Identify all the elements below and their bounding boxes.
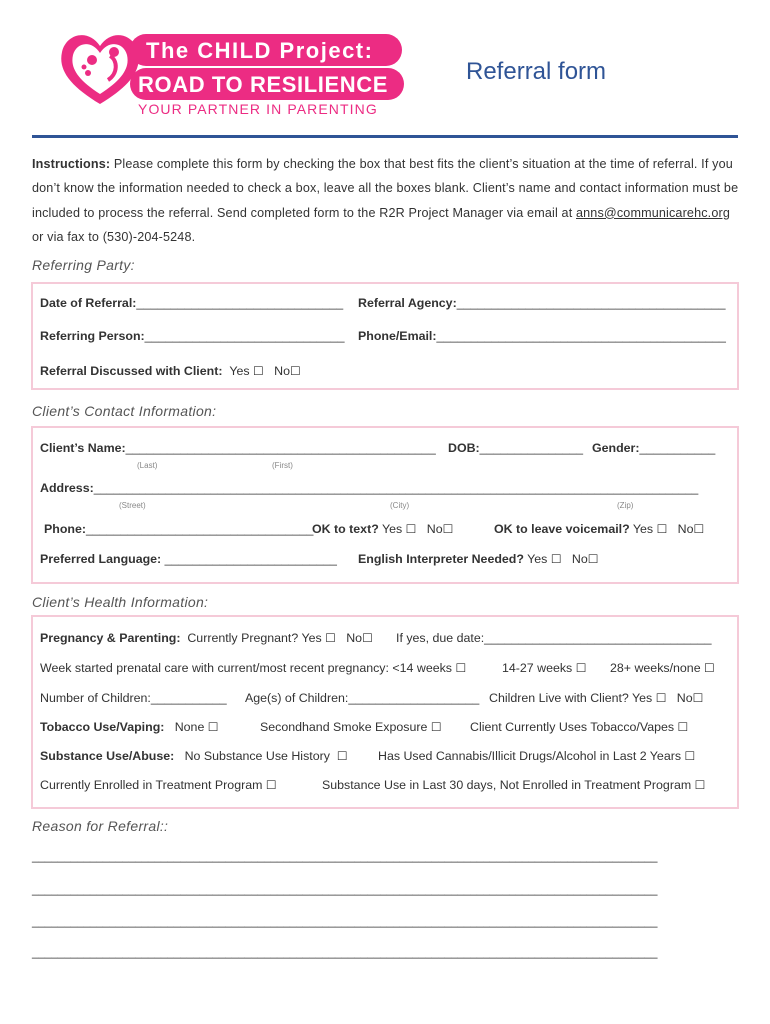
pregnant-no-checkbox[interactable]: ☐ [362,631,373,645]
phone-email-field[interactable]: Phone/Email:__________________________________________ [358,329,726,343]
not-enrolled-option: Substance Use in Last 30 days, Not Enrolled in Treatment Program ☐ [322,778,706,792]
not-enrolled-checkbox[interactable]: ☐ [694,778,706,792]
date-of-referral-field[interactable]: Date of Referral:______________________________ [40,296,344,310]
reason-line-3[interactable]: _________________________________________________________________________________________________ [32,915,658,928]
prenatal-care-row: Week started prenatal care with current/most recent pregnancy: <14 weeks ☐ [40,661,467,675]
logo-line1: The CHILD Project: [146,38,374,63]
form-title: Referral form [466,58,607,85]
reason-heading: Reason for Referral:: [32,818,169,834]
due-date-field[interactable]: If yes, due date:_________________________________ [396,631,712,645]
reason-line-1[interactable]: _________________________________________________________________________________________________ [32,850,658,863]
referral-discussed-row: Referral Discussed with Client: Yes ☐ No☐ [40,364,301,378]
interpreter-no-checkbox[interactable]: ☐ [587,552,599,566]
heart-logo-icon [61,35,138,104]
children-live-with-row: Children Live with Client? Yes ☐ No☐ [489,691,704,705]
client-tobacco-checkbox[interactable]: ☐ [677,720,689,734]
logo-tagline: YOUR PARTNER IN PARENTING [138,101,378,117]
ok-text-no-checkbox[interactable]: ☐ [442,522,454,536]
prenatal-lt14-checkbox[interactable]: ☐ [455,661,467,675]
referral-agency-field[interactable]: Referral Agency:_______________________________________ [358,296,726,310]
enrolled-option: Currently Enrolled in Treatment Program ☐ [40,778,277,792]
client-name-field[interactable]: Client’s Name:_____________________________________________ [40,441,436,455]
prenatal-28-option: 28+ weeks/none ☐ [610,661,715,675]
instructions [32,152,744,249]
interpreter-yes-checkbox[interactable]: ☐ [550,552,562,566]
client-contact-heading: Client’s Contact Information: [32,403,217,419]
pregnancy-row: Pregnancy & Parenting: Currently Pregnant? Yes ☐ No☐ [40,631,373,645]
preferred-language-field[interactable]: Preferred Language: _________________________ [40,552,337,566]
city-hint: (City) [390,501,410,510]
email-link[interactable]: anns@communicarehc.org [576,205,730,220]
tobacco-none-checkbox[interactable]: ☐ [207,720,219,734]
client-phone-field[interactable]: Phone:_________________________________ [44,522,314,536]
prenatal-28-checkbox[interactable]: ☐ [704,661,715,675]
address-field[interactable]: Address:_____________________________________________________________________________________________ [40,481,699,495]
discussed-no-checkbox[interactable]: ☐ [289,364,301,378]
cannabis-checkbox[interactable]: ☐ [684,749,696,763]
referring-party-heading: Referring Party: [32,257,135,273]
reason-line-2[interactable]: _________________________________________________________________________________________________ [32,883,658,896]
street-hint: (Street) [119,501,146,510]
client-tobacco-option: Client Currently Uses Tobacco/Vapes ☐ [470,720,689,734]
live-with-yes-checkbox[interactable]: ☐ [655,691,667,705]
enrolled-checkbox[interactable]: ☐ [265,778,277,792]
secondhand-smoke-option: Secondhand Smoke Exposure ☐ [260,720,442,734]
cannabis-option: Has Used Cannabis/Illicit Drugs/Alcohol in Last 2 Years ☐ [378,749,696,763]
instructions-text-2: or via fax to (530)-204-5248. [32,229,196,244]
instructions-text-1: Please complete this form by checking the box that best fits the client’s situation at the time of referral. If you don’t know the information needed to check a box, leave all the boxes blank. Client’s name and contact information must be included to process the referral. Send completed form to the R2R Project Manager via email at [32,157,739,220]
discussed-yes-checkbox[interactable]: ☐ [253,364,264,378]
client-health-heading: Client’s Health Information: [32,594,209,610]
prenatal-14-27-checkbox[interactable]: ☐ [575,661,587,675]
gender-field[interactable]: Gender:___________ [592,441,716,455]
ok-voicemail-row: OK to leave voicemail? Yes ☐ No☐ [494,522,705,536]
substance-row: Substance Use/Abuse: No Substance Use History ☐ [40,749,348,763]
interpreter-row: English Interpreter Needed? Yes ☐ No☐ [358,552,599,566]
live-with-no-checkbox[interactable]: ☐ [692,691,704,705]
zip-hint: (Zip) [617,501,634,510]
referring-person-field[interactable]: Referring Person:_____________________________ [40,329,345,343]
instructions-label: Instructions: [32,157,111,171]
tobacco-row: Tobacco Use/Vaping: None ☐ [40,720,219,734]
ok-voicemail-no-checkbox[interactable]: ☐ [693,522,705,536]
prenatal-14-27-option: 14-27 weeks ☐ [502,661,587,675]
first-name-hint: (First) [272,461,293,470]
dob-field[interactable]: DOB:_______________ [448,441,584,455]
ok-text-yes-checkbox[interactable]: ☐ [405,522,417,536]
ok-to-text-row: OK to text? Yes ☐ No☐ [312,522,454,536]
reason-line-4[interactable]: _________________________________________________________________________________________________ [32,946,658,959]
logo-line2: ROAD TO RESILIENCE [138,72,388,97]
last-name-hint: (Last) [137,461,158,470]
no-substance-checkbox[interactable]: ☐ [336,749,348,763]
referral-discussed-label: Referral Discussed with Client: [40,364,223,378]
pregnant-yes-checkbox[interactable]: ☐ [325,631,336,645]
secondhand-smoke-checkbox[interactable]: ☐ [430,720,442,734]
number-of-children-field[interactable]: Number of Children:___________ [40,691,227,705]
header-rule [32,135,738,138]
ok-voicemail-yes-checkbox[interactable]: ☐ [656,522,668,536]
ages-of-children-field[interactable]: Age(s) of Children:___________________ [245,691,480,705]
child-project-logo [58,26,408,120]
